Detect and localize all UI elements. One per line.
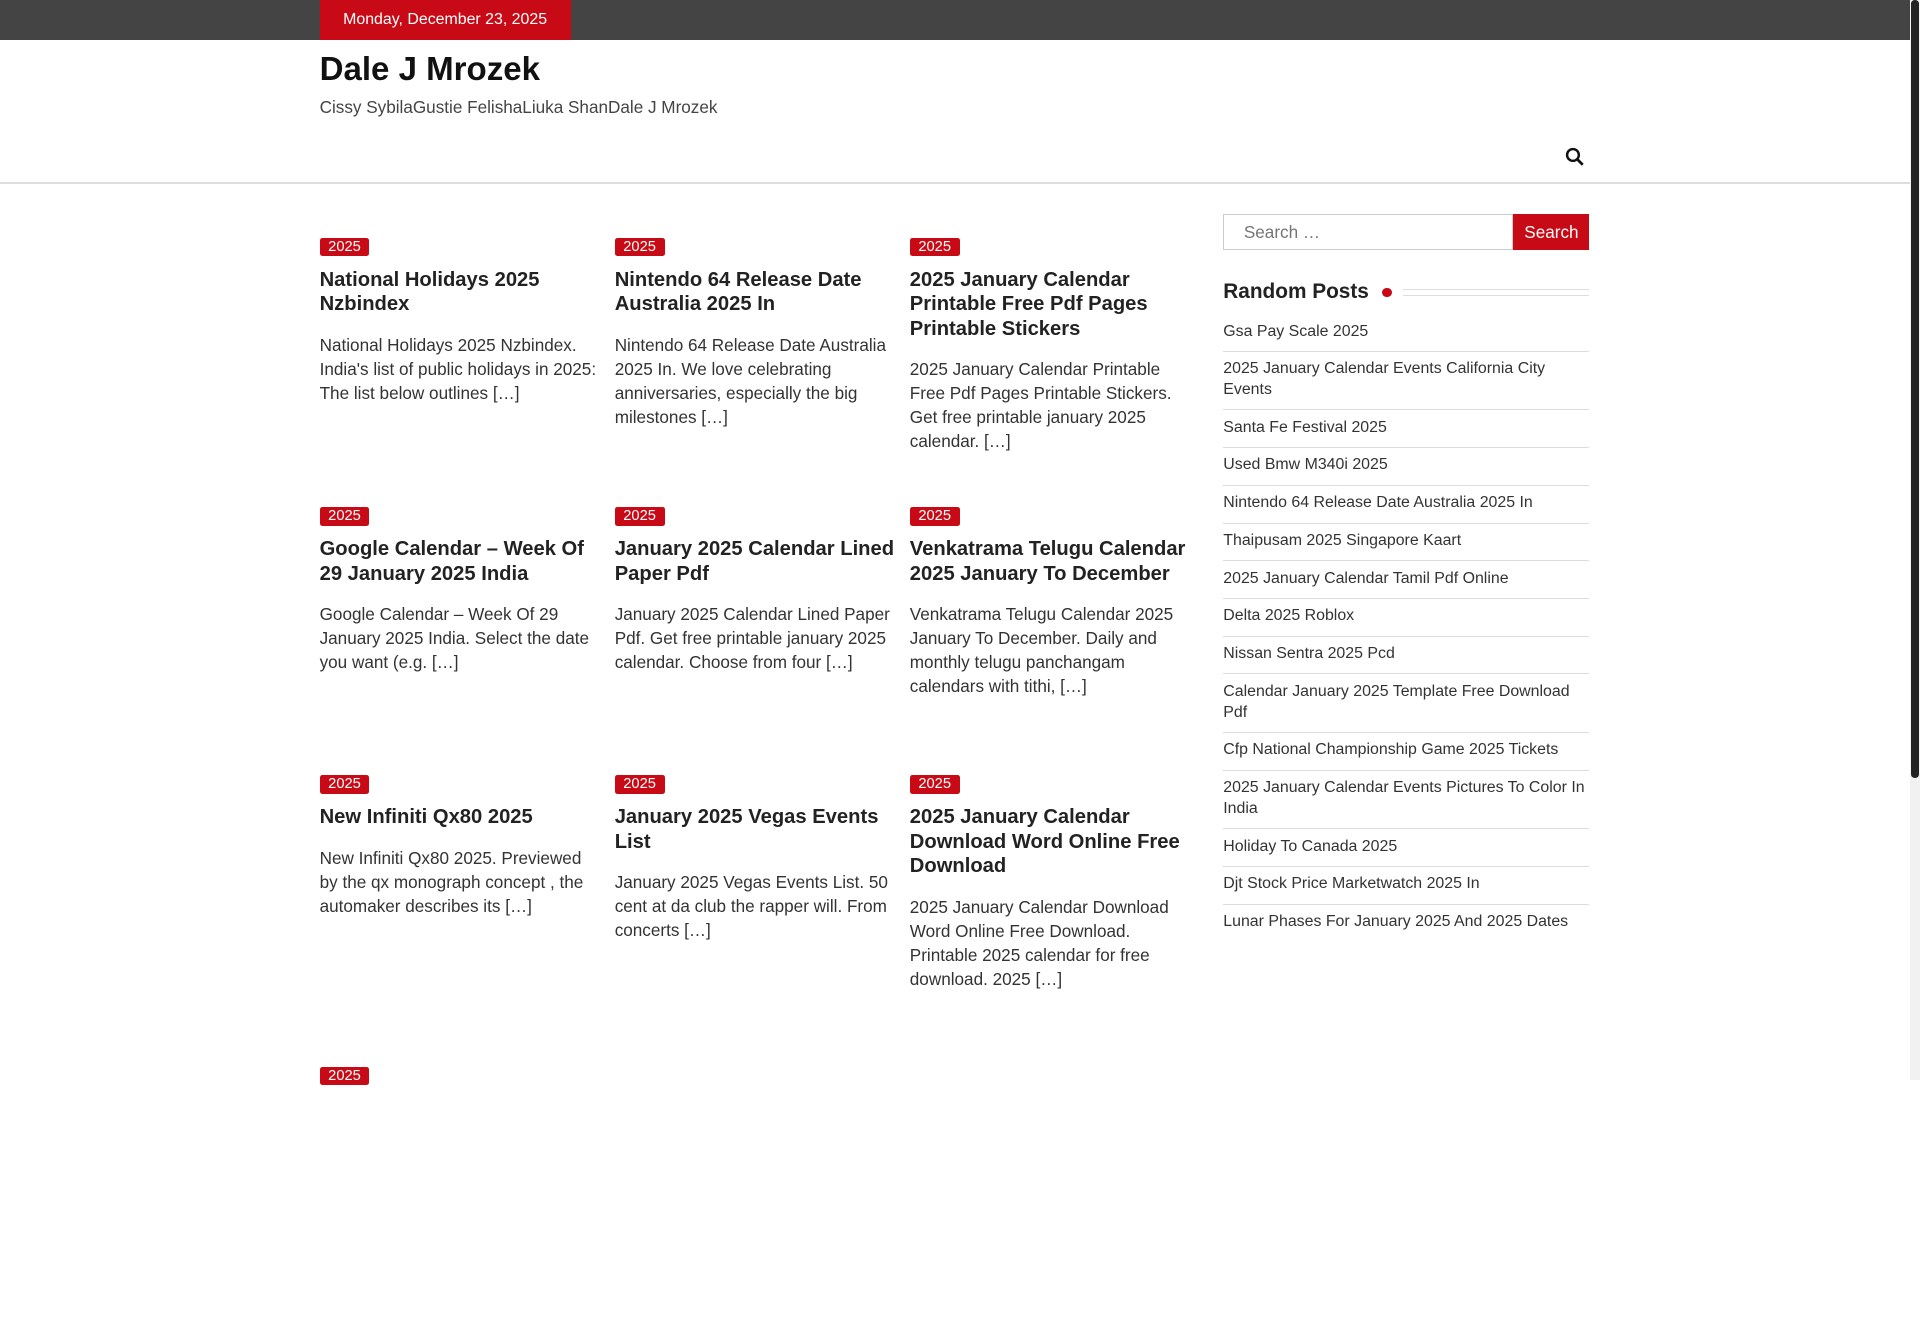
post-card [615,771,899,1062]
post-title[interactable]: 2025 January Calendar Download Word Online Free Download [909,806,1180,878]
post-excerpt: Nintendo 64 Release Date Australia 2025 In. We love celebrating anniversaries, especially the big milestones […] [614,334,887,427]
random-posts-list [1223,314,1589,941]
post-card [910,771,1194,1062]
search-input[interactable] [1223,214,1513,250]
post-excerpt: National Holidays 2025 Nzbindex. India's list of public holidays in 2025: The list below outlines […] [319,334,597,403]
random-post-link[interactable]: Delta 2025 Roblox [1223,599,1589,637]
post-title[interactable]: Google Calendar – Week Of 29 January 2025 India [319,538,584,585]
post-title[interactable]: January 2025 Calendar Lined Paper Pdf [614,538,895,585]
site-tagline: Cissy SybilaGustie FelishaLiuka ShanDale J Mrozek [319,96,718,117]
post-card [320,234,604,503]
post-title[interactable]: Venkatrama Telugu Calendar 2025 January To December [909,538,1186,585]
post-title[interactable]: 2025 January Calendar Printable Free Pdf Pages Printable Stickers [909,268,1148,340]
post-title[interactable]: Nintendo 64 Release Date Australia 2025 In [614,268,862,316]
post-card [320,771,604,1062]
category-badge[interactable]: 2025 [615,238,665,256]
random-post-link[interactable]: Used Bmw M340i 2025 [1223,448,1589,486]
random-post-link[interactable]: Holiday To Canada 2025 [1223,829,1589,867]
widget-header [1223,280,1589,304]
random-post-link[interactable]: Djt Stock Price Marketwatch 2025 In [1223,867,1589,905]
random-post-link[interactable]: Gsa Pay Scale 2025 [1223,314,1589,352]
post-title[interactable]: New Infiniti Qx80 2025 [319,806,533,829]
random-post-link[interactable]: Thaipusam 2025 Singapore Kaart [1223,524,1589,562]
post-excerpt: New Infiniti Qx80 2025. Previewed by the qx monograph concept , the automaker describes its […] [319,847,584,916]
post-excerpt: Venkatrama Telugu Calendar 2025 January To December. Daily and monthly telugu panchangam calendars with tithi, […] [909,604,1174,697]
random-post-link[interactable]: Nintendo 64 Release Date Australia 2025 In [1223,486,1589,524]
scrollbar-thumb[interactable] [1911,0,1918,778]
category-badge[interactable]: 2025 [320,1067,370,1085]
post-card [320,1063,604,1332]
site-title[interactable]: Dale J Mrozek [319,51,540,89]
post-excerpt: January 2025 Vegas Events List. 50 cent at da club the rapper will. From concerts […] [614,872,888,941]
post-excerpt: 2025 January Calendar Download Word Online Free Download. Printable 2025 calendar for free download. 2025 […] [909,896,1169,989]
post-excerpt: January 2025 Calendar Lined Paper Pdf. Get free printable january 2025 calendar. Choose from four […] [614,604,890,673]
post-title[interactable]: January 2025 Vegas Events List [614,806,879,853]
post-card [615,503,899,771]
random-post-link[interactable]: Cfp National Championship Game 2025 Tickets [1223,733,1589,771]
post-card [320,503,604,771]
random-post-link[interactable]: Santa Fe Festival 2025 [1223,410,1589,448]
divider-lines [1403,289,1589,296]
post-grid [320,234,1204,1332]
top-bar [0,0,1910,40]
category-badge[interactable]: 2025 [910,507,960,525]
category-badge[interactable]: 2025 [615,507,665,525]
category-badge[interactable]: 2025 [910,775,960,793]
post-excerpt: 2025 January Calendar Printable Free Pdf Pages Printable Stickers. Get free printable january 2025 calendar. […] [909,359,1172,452]
random-post-link[interactable]: Nissan Sentra 2025 Pcd [1223,637,1589,675]
category-badge[interactable]: 2025 [320,507,370,525]
search-button[interactable]: Search [1513,214,1589,250]
random-post-link[interactable]: Lunar Phases For January 2025 And 2025 Dates [1223,913,1569,931]
random-post-link[interactable]: 2025 January Calendar Events California City Events [1223,352,1589,411]
category-badge[interactable]: 2025 [320,775,370,793]
post-title[interactable]: National Holidays 2025 Nzbindex [319,268,540,316]
search-icon[interactable] [1565,147,1585,167]
category-badge[interactable]: 2025 [320,238,370,256]
dot-decoration [1382,288,1392,298]
category-badge[interactable]: 2025 [615,775,665,793]
random-post-link[interactable]: 2025 January Calendar Events Pictures To Color In India [1223,771,1589,830]
sidebar [1223,214,1589,941]
current-date: Monday, December 23, 2025 [320,0,571,40]
header-divider [0,182,1910,183]
post-excerpt: Google Calendar – Week Of 29 January 2025 India. Select the date you want (e.g. […] [319,604,590,673]
random-post-link[interactable]: Calendar January 2025 Template Free Download Pdf [1223,674,1589,733]
post-card [910,234,1194,503]
category-badge[interactable]: 2025 [910,238,960,256]
scrollbar[interactable] [1910,0,1920,1080]
widget-title: Random Posts [1223,280,1369,304]
post-card [615,234,899,503]
post-card [910,503,1194,771]
search-form [1223,214,1589,250]
random-post-link[interactable]: 2025 January Calendar Tamil Pdf Online [1223,561,1589,599]
